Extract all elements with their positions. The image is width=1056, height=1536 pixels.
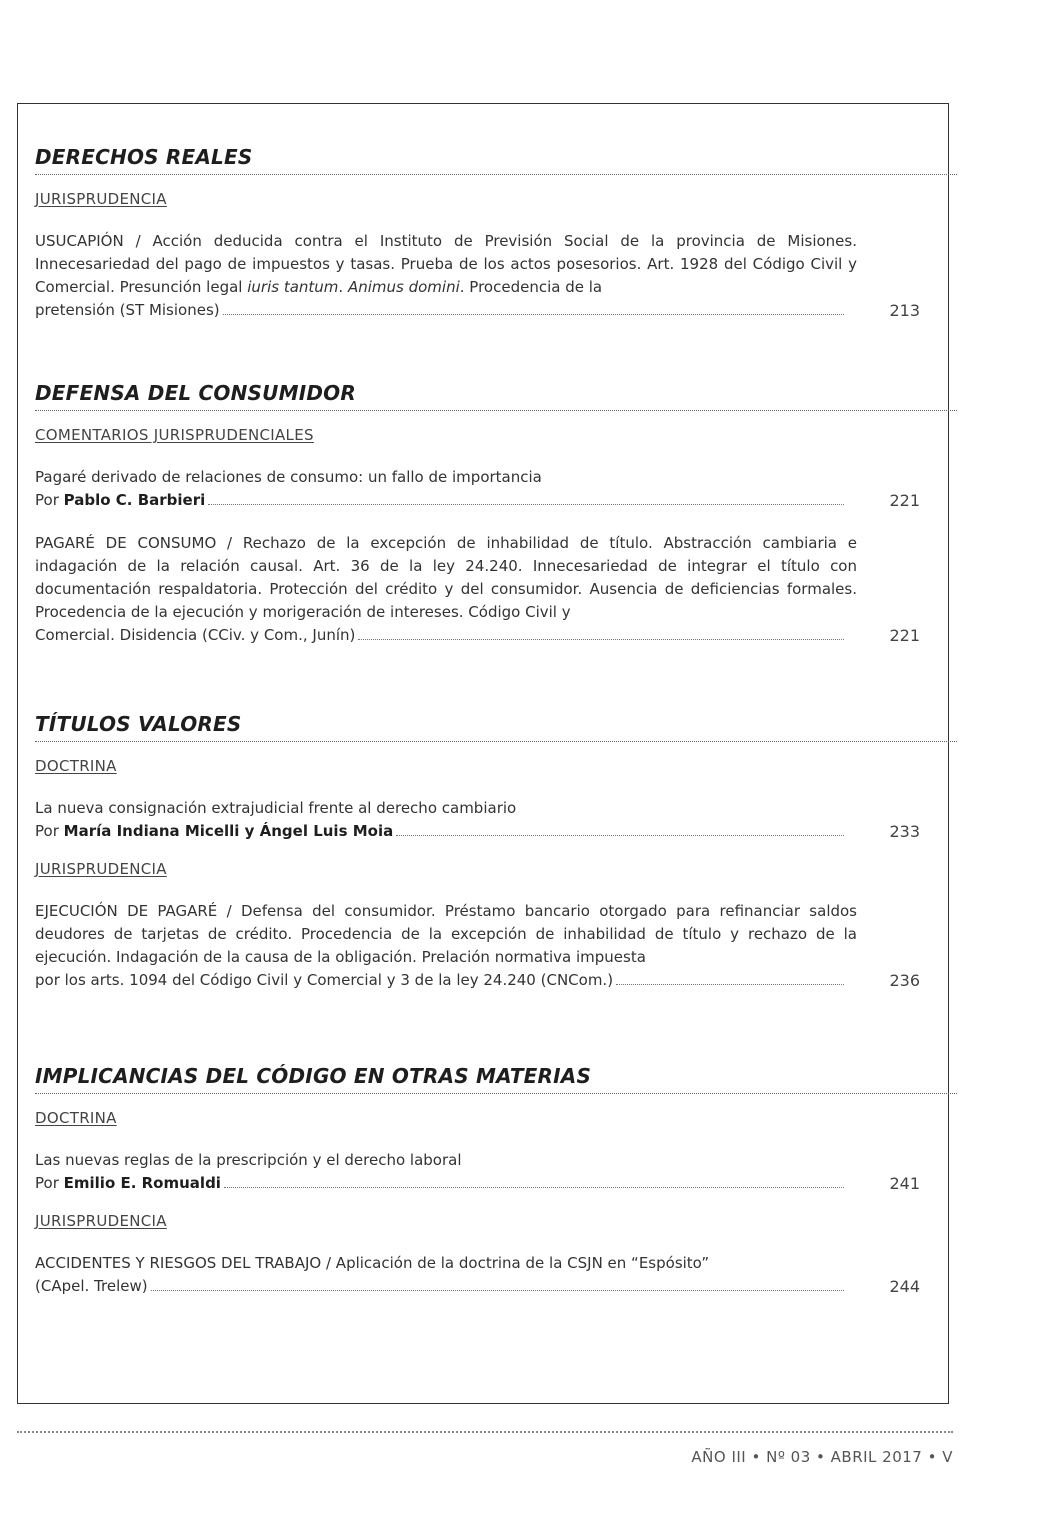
page-number: 244 bbox=[889, 1277, 920, 1296]
entry-last-line: por los arts. 1094 del Código Civil y Comercial y 3 de la ley 24.240 (CNCom.) bbox=[35, 969, 847, 992]
entry-text: USUCAPIÓN / Acción deducida contra el Instituto de Previsión Social de la provincia de Misiones. Innecesariedad del pago de impuestos y tasas. Prueba de los actos posesorios. Art. 1928 del Código Civil y Comercial. Presunción legal iuris tantum. Animus domini. Procedencia de la bbox=[35, 232, 857, 296]
subsection-label: COMENTARIOS JURISPRUDENCIALES bbox=[35, 426, 314, 444]
page-number: 233 bbox=[889, 822, 920, 841]
toc-entry[interactable] bbox=[35, 466, 920, 512]
page-number: 236 bbox=[889, 971, 920, 990]
entry-title: Las nuevas reglas de la prescripción y el derecho laboral bbox=[35, 1151, 462, 1169]
toc-entry[interactable] bbox=[35, 1252, 920, 1298]
subsection-label: JURISPRUDENCIA bbox=[35, 1212, 167, 1230]
section-title: IMPLICANCIAS DEL CÓDIGO EN OTRAS MATERIAS bbox=[35, 1064, 957, 1094]
section-title: TÍTULOS VALORES bbox=[35, 712, 957, 742]
page-number: 213 bbox=[889, 301, 920, 320]
entry-last-line: pretensión (ST Misiones) bbox=[35, 299, 847, 322]
toc-entry[interactable] bbox=[35, 230, 920, 322]
entry-author-line: Por Pablo C. Barbieri bbox=[35, 489, 847, 512]
subsection-label: JURISPRUDENCIA bbox=[35, 860, 167, 878]
page-number: 241 bbox=[889, 1174, 920, 1193]
page-number: 221 bbox=[889, 491, 920, 510]
footer-issue-info: AÑO III • Nº 03 • ABRIL 2017 • V bbox=[691, 1448, 953, 1466]
page-number: 221 bbox=[889, 626, 920, 645]
entry-last-line: Comercial. Disidencia (CCiv. y Com., Junín) bbox=[35, 624, 847, 647]
entry-author-line: Por María Indiana Micelli y Ángel Luis Moia bbox=[35, 820, 847, 843]
section-titulos-valores bbox=[35, 712, 957, 992]
section-defensa-consumidor bbox=[35, 381, 957, 647]
toc-entry[interactable] bbox=[35, 532, 920, 647]
subsection-label: DOCTRINA bbox=[35, 757, 117, 775]
section-title: DEFENSA DEL CONSUMIDOR bbox=[35, 381, 957, 411]
entry-text: ACCIDENTES Y RIESGOS DEL TRABAJO / Aplicación de la doctrina de la CSJN en “Espósito” bbox=[35, 1254, 710, 1272]
footer-divider bbox=[17, 1431, 953, 1433]
toc-entry[interactable] bbox=[35, 1149, 920, 1195]
entry-title: Pagaré derivado de relaciones de consumo: un fallo de importancia bbox=[35, 468, 542, 486]
section-title: DERECHOS REALES bbox=[35, 145, 957, 175]
subsection-label: JURISPRUDENCIA bbox=[35, 190, 167, 208]
entry-text: EJECUCIÓN DE PAGARÉ / Defensa del consumidor. Préstamo bancario otorgado para refinanciar saldos deudores de tarjetas de crédito. Procedencia de la excepción de inhabilidad de título y rechazo de la ejecución. Indagación de la causa de la obligación. Prelación normativa impuesta bbox=[35, 902, 857, 966]
entry-author-line: Por Emilio E. Romualdi bbox=[35, 1172, 847, 1195]
entry-text: PAGARÉ DE CONSUMO / Rechazo de la excepción de inhabilidad de título. Abstracción cambiaria e indagación de la relación causal. Art. 36 de la ley 24.240. Innecesariedad de integrar el título con documentación respaldatoria. Protección del crédito y del consumidor. Ausencia de deficiencias formales. Procedencia de la ejecución y morigeración de intereses. Código Civil y bbox=[35, 534, 857, 621]
toc-entry[interactable] bbox=[35, 900, 920, 992]
entry-last-line: (CApel. Trelew) bbox=[35, 1275, 847, 1298]
entry-title: La nueva consignación extrajudicial frente al derecho cambiario bbox=[35, 799, 517, 817]
section-implicancias bbox=[35, 1064, 957, 1298]
subsection-label: DOCTRINA bbox=[35, 1109, 117, 1127]
toc-entry[interactable] bbox=[35, 797, 920, 843]
section-derechos-reales bbox=[35, 145, 957, 322]
